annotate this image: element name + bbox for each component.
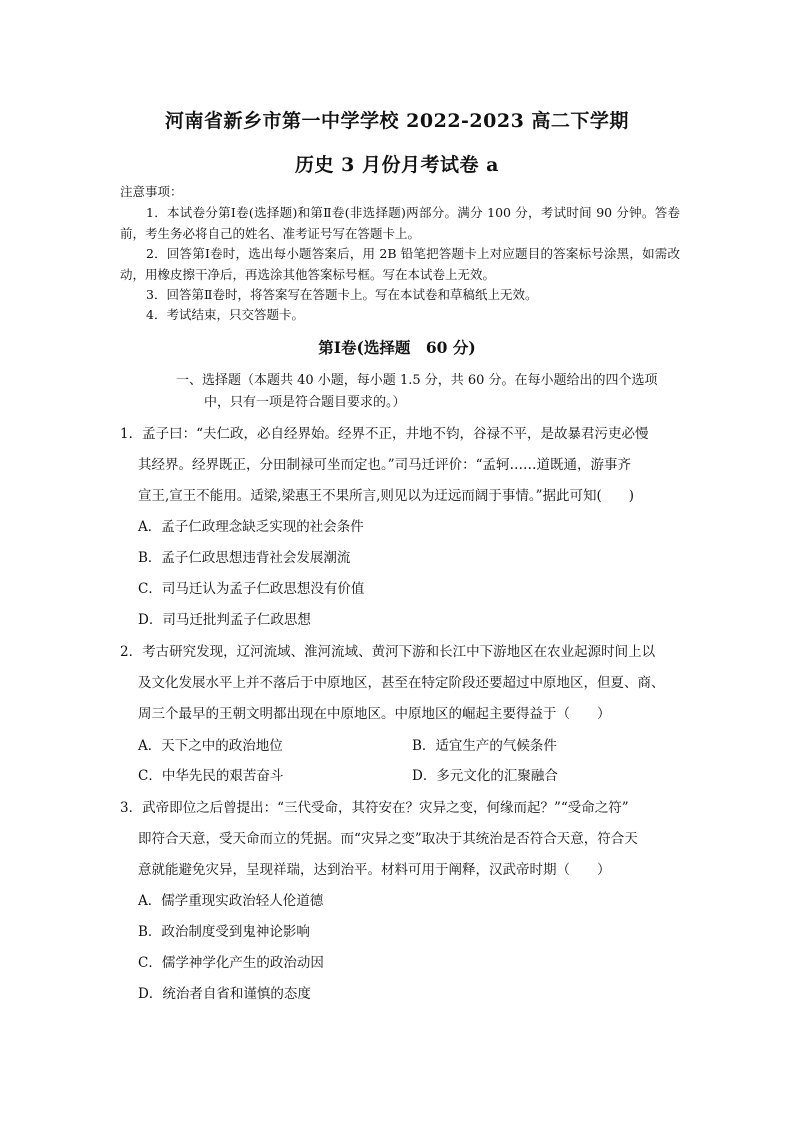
question-2-line-3: 周三个最早的王朝文明都出现在中原地区。中原地区的崛起主要得益于（ ）	[138, 706, 611, 722]
exam-title: 河南省新乡市第一中学学校 2022-2023 高二下学期	[165, 110, 629, 132]
question-3-option-a: A．儒学重现实政治轻人伦道德	[138, 893, 324, 909]
instruction-line-1: 一、选择题（本题共 40 小题，每小题 1.5 分，共 60 分。在每小题给出的四个选项	[176, 373, 658, 388]
question-3-line-1: 3．武帝即位之后曾提出：“三代受命，其符安在？灾异之变，何缘而起？”“受命之符”	[120, 800, 629, 816]
note-item-4: 4．考试结束，只交答题卡。	[146, 307, 304, 322]
note-item-2: 2．回答第Ⅰ卷时，选出每小题答案后，用 2B 铅笔把答题卡上对应题目的答案标号涂黑，如需改动，用橡皮擦干净后，再选涂其他答案标号框。写在本试卷上无效。	[120, 246, 680, 282]
section-instruction	[176, 370, 676, 414]
question-2-option-b: B．适宜生产的气候条件	[412, 738, 557, 754]
question-3-option-d: D．统治者自省和谨慎的态度	[138, 986, 311, 1002]
question-2-option-d: D．多元文化的汇聚融合	[412, 768, 558, 784]
question-1-option-a: A．孟子仁政理念缺乏实现的社会条件	[138, 519, 364, 535]
notes-heading: 注意事项：	[120, 184, 183, 199]
question-2-option-c: C．中华先民的艰苦奋斗	[138, 768, 284, 784]
question-1-line-1: 1．孟子曰：“夫仁政，必自经界始。经界不正，井地不钧，谷禄不平，是故暴君污吏必慢	[120, 426, 649, 442]
question-2-line-2: 及文化发展水平上并不落后于中原地区，甚至在特定阶段还要超过中原地区，但夏、商、	[138, 675, 665, 691]
question-3-option-b: B．政治制度受到鬼神论影响	[138, 924, 310, 940]
question-1-line-3: 宣王,宣王不能用。适梁,梁惠王不果所言,则见以为迂远而阔于事情。”据此可知( )	[138, 488, 635, 504]
question-3-line-3: 意就能避免灾异，呈现祥瑞，达到治平。材料可用于阐释，汉武帝时期（ ）	[138, 862, 611, 878]
section-title: 第Ⅰ卷(选择题 60 分)	[318, 338, 476, 357]
question-3-line-2: 即符合天意，受天命而立的凭据。而“灾异之变”取决于其统治是否符合天意，符合天	[138, 831, 638, 847]
note-item-3: 3．回答第Ⅱ卷时，将答案写在答题卡上。写在本试卷和草稿纸上无效。	[146, 287, 538, 302]
instruction-line-2: 中，只有一项是符合题目要求的。）	[204, 395, 406, 410]
question-1-option-d: D．司马迁批判孟子仁政思想	[138, 612, 311, 628]
note-item-1: 1．本试卷分第Ⅰ卷(选择题)和第Ⅱ卷(非选择题)两部分。满分 100 分，考试时间 90 分钟。答卷前，考生务必将自己的姓名、准考证号写在答题卡上。	[120, 205, 680, 241]
question-1-option-c: C．司马迁认为孟子仁政思想没有价值	[138, 581, 365, 597]
exam-subtitle: 历史 3 月份月考试卷 a	[295, 154, 499, 176]
question-3-option-c: C．儒学神学化产生的政治动因	[138, 955, 324, 971]
question-2-option-a: A．天下之中的政治地位	[138, 738, 283, 754]
question-1-line-2: 其经界。经界既正，分田制禄可坐而定也。”司马迁评价：“孟轲……道既通，游事齐	[138, 457, 632, 473]
question-1-option-b: B．孟子仁政思想违背社会发展潮流	[138, 550, 351, 566]
question-2-line-1: 2．考古研究发现，辽河流域、淮河流域、黄河下游和长江中下游地区在农业起源时间上以	[120, 644, 656, 660]
